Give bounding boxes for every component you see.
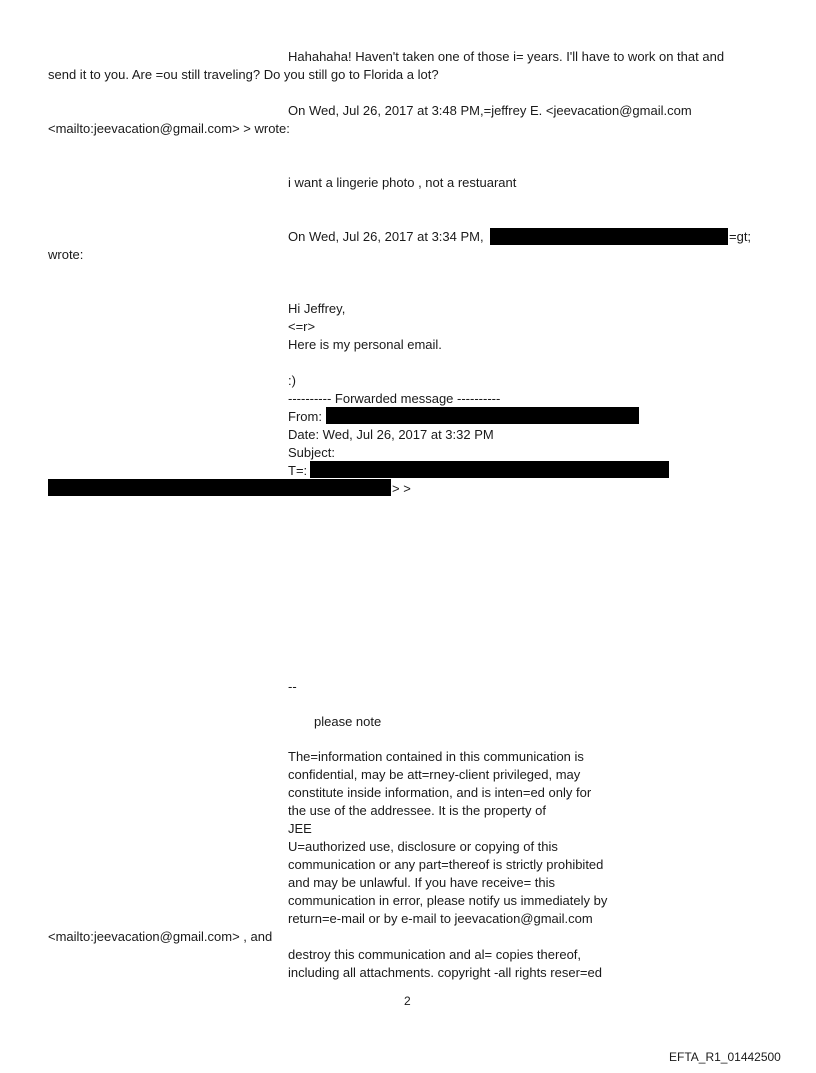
disclaimer-line: The=information contained in this communication is — [288, 749, 584, 764]
signature-dashes: -- — [288, 679, 297, 694]
disclaimer-line: return=e-mail or by e-mail to jeevacation@gmail.com — [288, 911, 593, 926]
quote-header-2-wrote: wrote: — [48, 247, 84, 262]
document-id: EFTA_R1_01442500 — [669, 1050, 781, 1064]
quote-header-2-suffix: =gt; — [729, 229, 752, 244]
quote-header-1: On Wed, Jul 26, 2017 at 3:48 PM,=jeffrey E. <jeevacation@gmail.com — [288, 103, 692, 118]
redaction-sender — [490, 228, 728, 245]
please-note: please note — [314, 714, 382, 729]
personal-email-note: Here is my personal email. — [288, 337, 442, 352]
page-number: 2 — [404, 994, 411, 1008]
line-break-token: <=r> — [288, 319, 316, 334]
disclaimer-line: communication in error, please notify us immediately by — [288, 893, 608, 908]
disclaimer-line: constitute inside information, and is inten=ed only for — [288, 785, 592, 800]
message-lingerie: i want a lingerie photo , not a restuarant — [288, 175, 517, 190]
redaction-from — [326, 407, 639, 424]
reply-line-1: Hahahaha! Haven't taken one of those i= years. I'll have to work on that and — [288, 49, 725, 64]
forwarded-to-label: T=: — [288, 463, 308, 478]
smiley: :) — [288, 373, 296, 388]
disclaimer-tail-2: including all attachments. copyright -all rights reser=ed — [288, 965, 602, 980]
redaction-to — [310, 461, 669, 478]
disclaimer-tail-1: destroy this communication and al= copies thereof, — [288, 947, 582, 962]
disclaimer-line: confidential, may be att=rney-client privileged, may — [288, 767, 581, 782]
forwarded-date: Date: Wed, Jul 26, 2017 at 3:32 PM — [288, 427, 494, 442]
forwarded-subject-label: Subject: — [288, 445, 335, 460]
forwarded-from-label: From: — [288, 409, 322, 424]
disclaimer-line: communication or any part=thereof is strictly prohibited — [288, 857, 604, 872]
disclaimer-line: and may be unlawful. If you have receive= this — [288, 875, 556, 890]
forwarded-separator: ---------- Forwarded message ---------- — [288, 391, 501, 406]
disclaimer-line: U=authorized use, disclosure or copying of this — [288, 839, 558, 854]
disclaimer-line: JEE — [288, 821, 312, 836]
quote-header-1-mailto: <mailto:jeevacation@gmail.com> > wrote: — [48, 121, 290, 136]
quote-header-2 — [288, 228, 484, 245]
reply-line-2: send it to you. Are =ou still traveling? Do you still go to Florida a lot? — [48, 67, 439, 82]
redaction-to-continued — [48, 479, 391, 496]
greeting: Hi Jeffrey, — [288, 301, 346, 316]
forwarded-to-tail: > > — [392, 481, 411, 496]
quote-header-2-prefix: On Wed, Jul 26, 2017 at 3:34 PM, — [288, 229, 484, 244]
disclaimer-mailto: <mailto:jeevacation@gmail.com> , and — [48, 929, 273, 944]
disclaimer-line: the use of the addressee. It is the property of — [288, 803, 546, 818]
